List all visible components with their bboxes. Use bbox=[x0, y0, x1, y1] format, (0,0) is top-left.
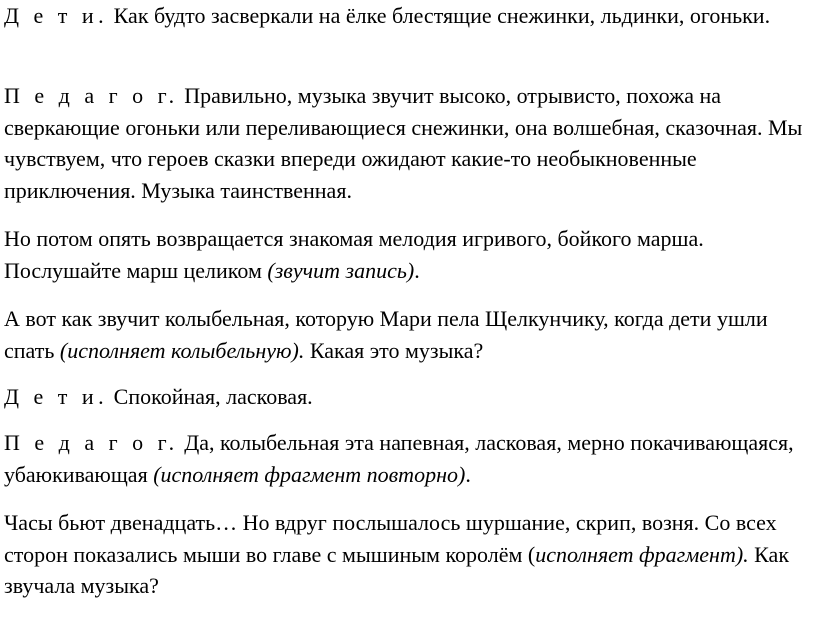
paragraph-march-returns bbox=[4, 223, 814, 286]
paragraph-text: Спокойная, ласковая. bbox=[108, 384, 313, 409]
speaker-label: Д е т и. bbox=[4, 384, 109, 409]
stage-direction: (исполняет колыбельную). bbox=[59, 337, 305, 363]
paragraph-teacher-lullaby bbox=[4, 427, 814, 490]
speaker-label: П е д а г о г. bbox=[4, 430, 179, 455]
paragraph-children-sparkle bbox=[4, 0, 770, 32]
paragraph-text-end: . bbox=[414, 257, 420, 283]
speaker-label: Д е т и. bbox=[4, 3, 109, 28]
paragraph-text-end: Какая это музыка? bbox=[304, 337, 484, 363]
paragraph-lullaby bbox=[4, 303, 814, 366]
stage-direction: (исполняет фрагмент повторно) bbox=[153, 461, 466, 487]
paragraph-text: Правильно, музыка звучит высоко, отрывисто, похожа на сверкающие огоньки или переливающиеся снежинки, она волшебная, сказочная. Мы чувствуем, что героев сказки впереди ожидают какие-то необыкновенные приключения. Музыка таинственная. bbox=[4, 83, 803, 203]
paragraph-text: Часы бьют двенадцать… Но вдруг послышалось шуршание, скрип, возня. Со всех сторон показались мыши во главе с мышиным королём ( bbox=[4, 510, 777, 567]
paragraph-text: Но потом опять возвращается знакомая мелодия игривого, бойкого марша. Послушайте марш целиком bbox=[4, 226, 704, 283]
paragraph-text: Да, колыбельная эта напевная, ласковая, мерно покачивающаяся, убаюкивающая bbox=[4, 430, 794, 487]
paragraph-text: А вот как звучит колыбельная, которую Мари пела Щелкунчику, когда дети ушли спать bbox=[4, 306, 768, 363]
paragraph-text-end: . bbox=[465, 461, 471, 487]
stage-direction: (звучит запись) bbox=[267, 257, 415, 283]
paragraph-clock-mice bbox=[4, 507, 814, 602]
paragraph-text-end: Как звучала музыка? bbox=[4, 541, 790, 598]
speaker-label: П е д а г о г. bbox=[4, 83, 179, 108]
paragraph-text: Как будто засверкали на ёлке блестящие снежинки, льдинки, огоньки. bbox=[108, 3, 771, 28]
stage-direction: исполняет фрагмент). bbox=[535, 541, 749, 567]
paragraph-teacher-music-description bbox=[4, 80, 814, 206]
paragraph-children-calm bbox=[4, 381, 313, 413]
